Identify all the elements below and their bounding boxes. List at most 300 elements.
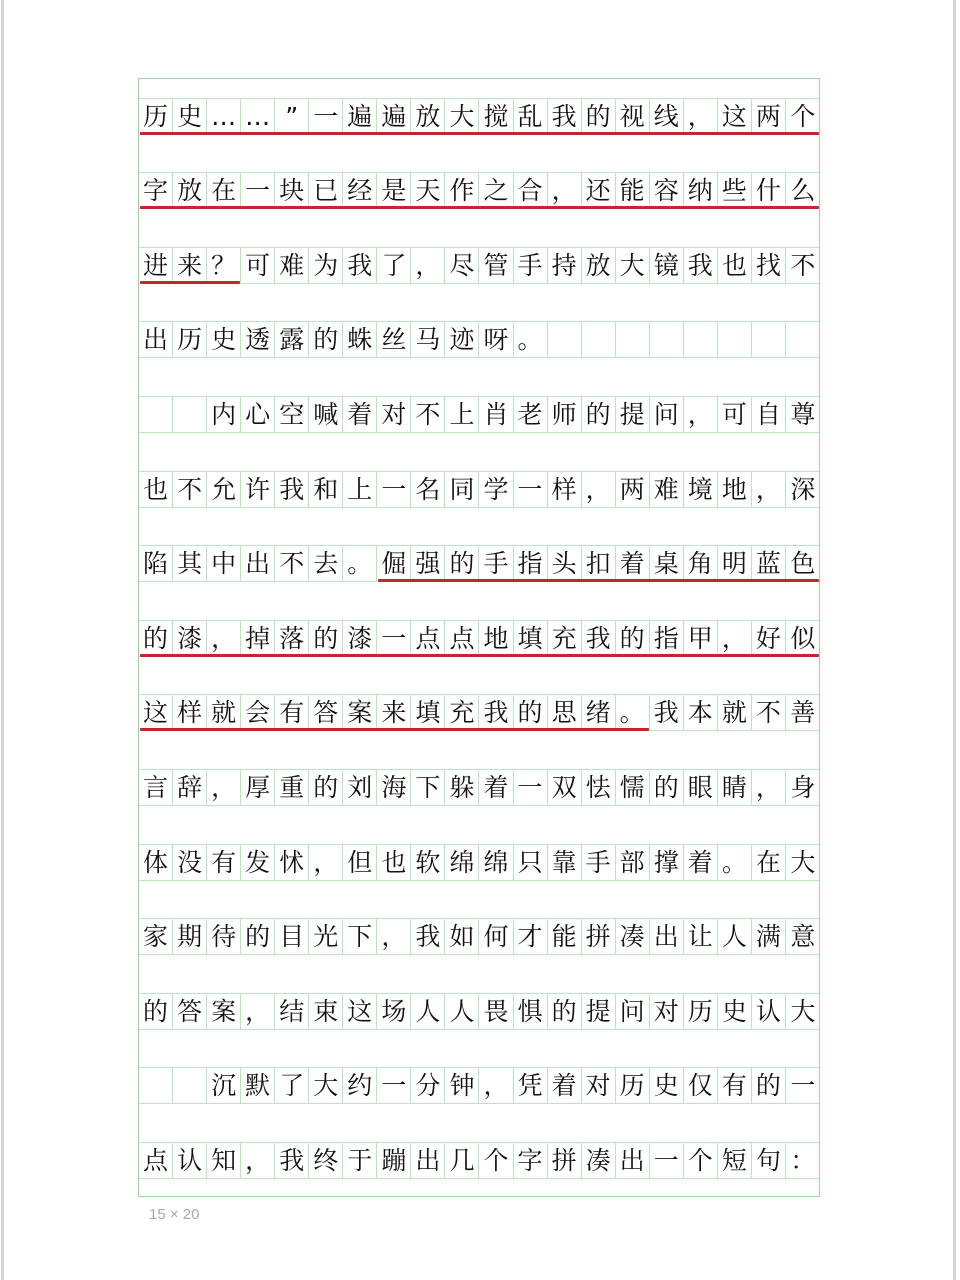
grid-cell: 作 [445, 173, 479, 208]
grid-cell: 线 [650, 99, 684, 134]
grid-cell: 就 [718, 695, 752, 730]
grid-cell: 史 [207, 322, 241, 357]
grid-cell [173, 397, 207, 432]
grid-cell: 我 [275, 472, 309, 507]
grid-cell: 持 [548, 248, 582, 283]
grid-cell: 出 [650, 919, 684, 954]
red-underline-annotation [140, 728, 649, 731]
grid-cell: 这 [139, 695, 173, 730]
grid-cell: 大 [790, 847, 816, 877]
grid-cell: 撑 [650, 845, 684, 880]
grid-cell: 不 [411, 397, 445, 432]
grid-cell: 经 [343, 173, 377, 208]
grid-cell: 为 [309, 248, 343, 283]
grid-cell: 的 [241, 919, 275, 954]
grid-cell [139, 1068, 173, 1103]
grid-cell: 凭 [514, 1068, 548, 1103]
grid-cell: 历 [616, 1068, 650, 1103]
grid-cell: 不 [752, 695, 786, 730]
grid-cell: 历 [139, 99, 173, 134]
grid-cell: 畏 [479, 994, 513, 1029]
grid-cell: ， [752, 472, 786, 507]
grid-cell: 一 [650, 1143, 684, 1178]
grid-cell: 能 [616, 173, 650, 208]
grid-cell: ， [752, 770, 786, 805]
grid-cell: 其 [173, 546, 207, 581]
grid-cell: ， [241, 1143, 275, 1178]
grid-cell: 这 [343, 994, 377, 1029]
grid-cell: 上 [343, 472, 377, 507]
grid-cell [616, 322, 650, 357]
grid-cell: ， [582, 472, 616, 507]
grid-cell: 答 [309, 695, 343, 730]
grid-cell: 手 [479, 546, 513, 581]
grid-cell: 字 [139, 173, 173, 208]
grid-cell: 大 [616, 248, 650, 283]
grid-cell: 目 [275, 919, 309, 954]
grid-cell: 。 [718, 845, 752, 880]
grid-cell: ： [790, 1145, 816, 1175]
grid-cell: 自 [752, 397, 786, 432]
grid-cell: 的 [514, 695, 548, 730]
grid-cell: 丝 [377, 322, 411, 357]
grid-cell: 搅 [479, 99, 513, 134]
grid-cell: 镜 [650, 248, 684, 283]
grid-row [139, 1142, 819, 1179]
grid-cell: 两 [752, 99, 786, 134]
grid-cell: 有 [718, 1068, 752, 1103]
grid-cell: 人 [718, 919, 752, 954]
grid-cell: 。 [343, 546, 377, 581]
grid-row [139, 321, 819, 358]
grid-cell: 地 [479, 621, 513, 656]
grid-cell: 角 [684, 546, 718, 581]
grid-cell: 我 [548, 99, 582, 134]
grid-cell: 掉 [241, 621, 275, 656]
grid-cell: 的 [309, 770, 343, 805]
grid-cell: 两 [616, 472, 650, 507]
grid-cell: 提 [582, 994, 616, 1029]
grid-cell: 点 [411, 621, 445, 656]
grid-cell: 怯 [582, 770, 616, 805]
grid-cell: 拼 [548, 1143, 582, 1178]
grid-cell: 一 [790, 1071, 816, 1101]
grid-cell: 的 [582, 397, 616, 432]
grid-cell: 就 [207, 695, 241, 730]
grid-cell: ” [275, 99, 309, 134]
grid-cell: 出 [411, 1143, 445, 1178]
grid-cell: 名 [411, 472, 445, 507]
grid-cell [548, 322, 582, 357]
grid-cell: 合 [514, 173, 548, 208]
grid-cell: 一 [377, 472, 411, 507]
grid-cell: 凑 [616, 919, 650, 954]
grid-row [139, 844, 819, 881]
grid-cell: 绪 [582, 695, 616, 730]
grid-cell: 已 [309, 173, 343, 208]
grid-cell: ， [411, 248, 445, 283]
red-underline-annotation [140, 281, 240, 284]
grid-cell: 着 [548, 1068, 582, 1103]
grid-cell: 乱 [514, 99, 548, 134]
grid-cell: 体 [139, 845, 173, 880]
grid-cell: 容 [650, 173, 684, 208]
grid-cell: 束 [309, 994, 343, 1029]
grid-cell: 下 [343, 919, 377, 954]
grid-cell: 句 [752, 1143, 786, 1178]
grid-cell: 中 [207, 546, 241, 581]
grid-cell: 光 [309, 919, 343, 954]
grid-cell: 强 [411, 546, 445, 581]
grid-cell: 有 [275, 695, 309, 730]
grid-cell: 管 [479, 248, 513, 283]
grid-cell: 的 [752, 1068, 786, 1103]
grid-cell: 个 [479, 1143, 513, 1178]
grid-cell: 案 [343, 695, 377, 730]
grid-cell: 了 [275, 1068, 309, 1103]
grid-cell: 钟 [445, 1068, 479, 1103]
grid-cell: 眼 [684, 770, 718, 805]
grid-cell: 。 [514, 322, 548, 357]
grid-cell: 一 [309, 99, 343, 134]
grid-cell [582, 322, 616, 357]
grid-cell: 身 [790, 772, 816, 802]
grid-row [139, 769, 819, 806]
grid-cell: 认 [752, 994, 786, 1029]
grid-cell: 短 [718, 1143, 752, 1178]
grid-cell: 我 [275, 1143, 309, 1178]
grid-cell: 境 [684, 472, 718, 507]
grid-row [139, 396, 819, 433]
grid-cell: 知 [207, 1143, 241, 1178]
grid-cell: 一 [377, 1068, 411, 1103]
grid-cell: 重 [275, 770, 309, 805]
grid-cell: 蹦 [377, 1143, 411, 1178]
red-underline-annotation [140, 132, 819, 135]
grid-cell: 放 [411, 99, 445, 134]
grid-cell: 的 [309, 621, 343, 656]
grid-cell: 可 [241, 248, 275, 283]
grid-cell: 尽 [445, 248, 479, 283]
grid-row [139, 1067, 819, 1104]
grid-cell: 何 [479, 919, 513, 954]
grid-cell: 睛 [718, 770, 752, 805]
grid-cell: 心 [241, 397, 275, 432]
grid-cell: 同 [445, 472, 479, 507]
grid-cell: 满 [752, 919, 786, 954]
grid-cell: 结 [275, 994, 309, 1029]
grid-cell: 的 [139, 621, 173, 656]
grid-cell: 沉 [207, 1068, 241, 1103]
grid-cell: 一 [514, 770, 548, 805]
grid-cell: ， [718, 621, 752, 656]
grid-cell: 师 [548, 397, 582, 432]
grid-cell: 在 [207, 173, 241, 208]
grid-cell: 遍 [343, 99, 377, 134]
grid-cell: 也 [377, 845, 411, 880]
grid-cell: 尊 [790, 399, 816, 429]
grid-cell: 惧 [514, 994, 548, 1029]
grid-cell: 内 [207, 397, 241, 432]
grid-cell: 人 [445, 994, 479, 1029]
grid-cell: 似 [790, 623, 816, 653]
grid-cell: 和 [309, 472, 343, 507]
grid-cell: 点 [445, 621, 479, 656]
grid-cell: 会 [241, 695, 275, 730]
grid-cell: 没 [173, 845, 207, 880]
grid-cell: 懦 [616, 770, 650, 805]
grid-cell: 怵 [275, 845, 309, 880]
grid-cell: 才 [514, 919, 548, 954]
grid-cell: 上 [445, 397, 479, 432]
grid-cell: 的 [139, 994, 173, 1029]
grid-cell: 进 [139, 248, 173, 283]
grid-cell: 么 [790, 176, 816, 206]
grid-cell: 去 [309, 546, 343, 581]
grid-cell: 手 [582, 845, 616, 880]
grid-cell: 只 [514, 845, 548, 880]
grid-cell: 着 [343, 397, 377, 432]
grid-cell: 的 [650, 770, 684, 805]
grid-cell [173, 1068, 207, 1103]
grid-cell: 的 [309, 322, 343, 357]
grid-cell [718, 322, 752, 357]
grid-cell: 绵 [445, 845, 479, 880]
grid-cell: 喊 [309, 397, 343, 432]
grid-cell: ， [548, 173, 582, 208]
grid-cell: 不 [275, 546, 309, 581]
grid-cell: 难 [275, 248, 309, 283]
grid-cell: 人 [411, 994, 445, 1029]
grid-cell: 于 [343, 1143, 377, 1178]
grid-row [139, 694, 819, 731]
grid-cell: 提 [616, 397, 650, 432]
grid-cell: 历 [173, 322, 207, 357]
grid-cell: 我 [684, 248, 718, 283]
grid-cell: 视 [616, 99, 650, 134]
grid-cell: ， [479, 1068, 513, 1103]
grid-cell: 填 [514, 621, 548, 656]
red-underline-annotation [140, 206, 819, 209]
grid-cell: 学 [479, 472, 513, 507]
grid-size-label: 15 × 20 [149, 1206, 200, 1223]
grid-cell: 蓝 [752, 546, 786, 581]
grid-cell: 发 [241, 845, 275, 880]
grid-cell: 着 [684, 845, 718, 880]
grid-cell: 也 [718, 248, 752, 283]
grid-cell: 。 [616, 695, 650, 730]
grid-cell: 了 [377, 248, 411, 283]
grid-row [139, 98, 819, 135]
grid-cell: 仅 [684, 1068, 718, 1103]
grid-cell: 答 [173, 994, 207, 1029]
grid-cell: 问 [616, 994, 650, 1029]
grid-cell: 手 [514, 248, 548, 283]
grid-cell: 默 [241, 1068, 275, 1103]
grid-cell: 绵 [479, 845, 513, 880]
grid-cell: 几 [445, 1143, 479, 1178]
grid-cell: 待 [207, 919, 241, 954]
grid-cell: 一 [514, 472, 548, 507]
grid-cell: 对 [650, 994, 684, 1029]
grid-cell: 史 [718, 994, 752, 1029]
grid-cell: 肖 [479, 397, 513, 432]
grid-cell: 刘 [343, 770, 377, 805]
grid-cell: … [241, 99, 275, 134]
grid-cell: 个 [790, 101, 816, 131]
grid-row [139, 247, 819, 284]
grid-cell: 头 [548, 546, 582, 581]
grid-cell: 我 [343, 248, 377, 283]
grid-cell: 之 [479, 173, 513, 208]
grid-cell: 漆 [173, 621, 207, 656]
grid-row [139, 471, 819, 508]
grid-cell: 桌 [650, 546, 684, 581]
grid-cell: 放 [582, 248, 616, 283]
grid-cell: ？ [207, 248, 241, 283]
grid-cell: 场 [377, 994, 411, 1029]
grid-cell: 案 [207, 994, 241, 1029]
grid-cell: 的 [582, 99, 616, 134]
grid-cell: 天 [411, 173, 445, 208]
grid-cell: 对 [377, 397, 411, 432]
grid-cell: 我 [479, 695, 513, 730]
grid-cell: 分 [411, 1068, 445, 1103]
grid-cell: 什 [752, 173, 786, 208]
grid-cell: 呀 [479, 322, 513, 357]
grid-cell [752, 322, 786, 357]
grid-cell: 陷 [139, 546, 173, 581]
grid-cell: 露 [275, 322, 309, 357]
grid-cell: 厚 [241, 770, 275, 805]
grid-cell: 块 [275, 173, 309, 208]
grid-cell: 出 [241, 546, 275, 581]
grid-cell: 透 [241, 322, 275, 357]
grid-cell: 思 [548, 695, 582, 730]
grid-cell: 我 [650, 695, 684, 730]
grid-cell: 凑 [582, 1143, 616, 1178]
grid-cell: 遍 [377, 99, 411, 134]
grid-cell: 问 [650, 397, 684, 432]
grid-cell: 善 [790, 698, 816, 728]
grid-cell: 的 [616, 621, 650, 656]
grid-cell: 终 [309, 1143, 343, 1178]
grid-cell: 如 [445, 919, 479, 954]
grid-cell: 不 [173, 472, 207, 507]
grid-cell: 填 [411, 695, 445, 730]
grid-cell: 出 [139, 322, 173, 357]
grid-cell: 迹 [445, 322, 479, 357]
grid-cell: ， [684, 397, 718, 432]
grid-cell: 深 [790, 474, 816, 504]
grid-cell: 约 [343, 1068, 377, 1103]
grid-cell: 期 [173, 919, 207, 954]
grid-cell [786, 322, 820, 357]
grid-cell: 倔 [377, 546, 411, 581]
grid-cell: 部 [616, 845, 650, 880]
grid-cell: 我 [582, 621, 616, 656]
grid-cell: 辞 [173, 770, 207, 805]
grid-cell: 意 [790, 922, 816, 952]
grid-cell: 史 [650, 1068, 684, 1103]
grid-cell: 指 [650, 621, 684, 656]
grid-cell: 来 [377, 695, 411, 730]
grid-cell [684, 322, 718, 357]
red-underline-annotation [140, 654, 819, 657]
grid-row [139, 545, 819, 582]
grid-cell: 色 [790, 549, 816, 579]
grid-cell: 历 [684, 994, 718, 1029]
manuscript-grid-paper [138, 78, 820, 1197]
grid-cell: 史 [173, 99, 207, 134]
grid-cell: 大 [309, 1068, 343, 1103]
grid-cell: 许 [241, 472, 275, 507]
grid-cell: 点 [139, 1143, 173, 1178]
grid-cell: 这 [718, 99, 752, 134]
grid-row [139, 620, 819, 657]
grid-cell: ， [684, 99, 718, 134]
grid-cell: 来 [173, 248, 207, 283]
grid-cell: ， [207, 770, 241, 805]
grid-cell: 不 [790, 250, 816, 280]
grid-cell: 马 [411, 322, 445, 357]
grid-cell: 扣 [582, 546, 616, 581]
grid-cell: 软 [411, 845, 445, 880]
grid-cell: 空 [275, 397, 309, 432]
grid-cell: 老 [514, 397, 548, 432]
grid-cell: 我 [411, 919, 445, 954]
grid-cell: 可 [718, 397, 752, 432]
grid-cell: 一 [241, 173, 275, 208]
grid-cell: 是 [377, 173, 411, 208]
grid-cell: 也 [139, 472, 173, 507]
grid-cell: 言 [139, 770, 173, 805]
grid-cell: 样 [173, 695, 207, 730]
grid-cell: 漆 [343, 621, 377, 656]
grid-cell: 充 [445, 695, 479, 730]
grid-cell: 明 [718, 546, 752, 581]
grid-cell: 能 [548, 919, 582, 954]
grid-cell: 个 [684, 1143, 718, 1178]
grid-cell: 认 [173, 1143, 207, 1178]
grid-cell: 指 [514, 546, 548, 581]
grid-cell: 落 [275, 621, 309, 656]
grid-cell: 一 [377, 621, 411, 656]
grid-cell: 着 [479, 770, 513, 805]
grid-cell: 躲 [445, 770, 479, 805]
grid-cell: 对 [582, 1068, 616, 1103]
grid-cell: 拼 [582, 919, 616, 954]
grid-cell: 大 [790, 996, 816, 1026]
grid-cell: 家 [139, 919, 173, 954]
grid-cell: 的 [445, 546, 479, 581]
grid-cell: 找 [752, 248, 786, 283]
grid-cell: 样 [548, 472, 582, 507]
grid-cell: 难 [650, 472, 684, 507]
grid-cell: ， [309, 845, 343, 880]
grid-cell: 大 [445, 99, 479, 134]
grid-cell: 出 [616, 1143, 650, 1178]
grid-cell: 海 [377, 770, 411, 805]
grid-cell: 在 [752, 845, 786, 880]
grid-cell: 让 [684, 919, 718, 954]
grid-cell: 地 [718, 472, 752, 507]
grid-cell: ， [377, 919, 411, 954]
grid-row [139, 172, 819, 209]
grid-cell: 些 [718, 173, 752, 208]
grid-cell: 但 [343, 845, 377, 880]
grid-row [139, 918, 819, 955]
